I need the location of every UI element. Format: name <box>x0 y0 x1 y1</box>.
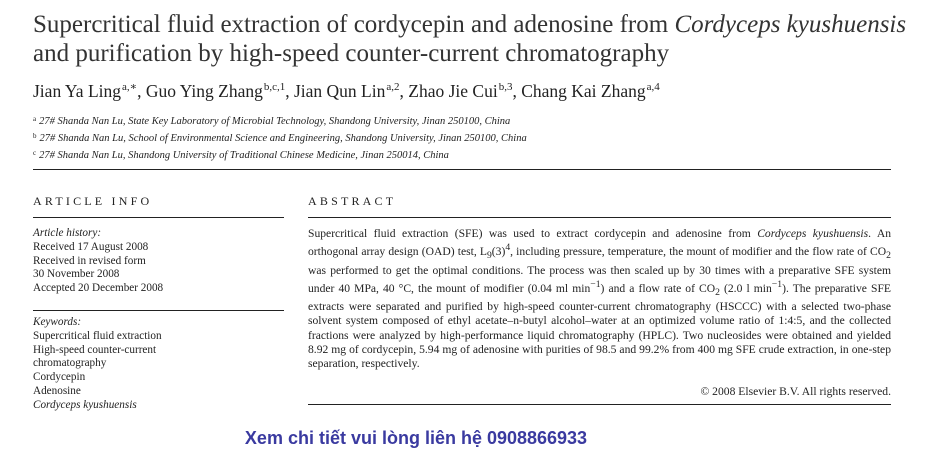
abstract-segment: , including pressure, temperature, the mount of modifier and the flow rate of CO <box>510 245 887 259</box>
affiliation-item <box>33 112 893 129</box>
author-name[interactable]: Chang Kai Zhang <box>521 81 646 101</box>
author-affiliation-mark: a,2 <box>386 81 400 93</box>
keyword-item-species: Cordyceps kyushuensis <box>33 398 137 411</box>
oad-subscript: 9 <box>486 250 492 262</box>
header-divider <box>33 169 891 170</box>
abstract-segment: was performed to get the optimal conditions. The process was then scaled up by 30 times with a preparative SFE system under 40 MPa, 40 °C, the mount of modifier (0.04 ml min <box>308 263 891 295</box>
keyword-item: High-speed counter-current <box>33 343 157 356</box>
author-name[interactable]: Jian Ya Ling <box>33 81 121 101</box>
author-affiliation-mark: a,∗ <box>122 81 138 93</box>
accepted-date: Accepted 20 December 2008 <box>33 282 164 295</box>
author-affiliation-mark: b,c,1 <box>263 81 286 93</box>
affiliation-text: 27# Shanda Nan Lu, Shandong University of Traditional Chinese Medicine, Jinan 250014, China <box>39 150 449 161</box>
unit-superscript: −1 <box>590 278 601 290</box>
abstract-bottom-divider <box>308 404 891 405</box>
abstract-segment: ) and a flow rate of CO <box>600 281 716 295</box>
co2-subscript: 2 <box>886 250 891 262</box>
keyword-item: chromatography <box>33 357 107 370</box>
abstract-segment: ). The preparative SFE extracts were separated and purified by high-speed counter-current chromatography (HSCCC) with a selected two-phase solvent system composed of ethyl acetate–n-butyl alcohol–water at an optimized volume ratio of 1:4:5, and the collected fractions were analyzed by high-performance liquid chromatography (HPLC). Two nucleosides were obtained and yielded 8.92 mg of cordycepin, 5.94 mg of adenosine with purities of 98.5 and 99.2% from 400 mg SFE crude extraction, in one-step separation, respectively. <box>308 281 891 370</box>
author-list: Jian Ya Ling$^{a,∗}$, Guo Ying Zhang$^{b,c,1}$, Jian Qun Lin$^{a,2}$, Zhao Jie Cui$^{b,3}$, Chang Kai Zhang$^{a,4}$ <box>33 81 660 101</box>
author-affiliation-mark: a,4 <box>646 81 660 93</box>
keywords-divider <box>33 310 284 311</box>
affiliation-text: 27# Shanda Nan Lu, State Key Laboratory of Microbial Technology, Shandong University, Jinan 250100, China <box>39 116 511 127</box>
abstract-species: Cordyceps kyushuensis <box>757 227 869 240</box>
keyword-item: Adenosine <box>33 384 81 397</box>
title-part-2: and purification by high-speed counter-current chromatography <box>33 40 670 67</box>
keywords-block <box>33 316 273 413</box>
author-name[interactable]: Jian Qun Lin <box>293 81 386 101</box>
abstract-segment: Supercritical fluid extraction (SFE) was used to extract cordycepin and adenosine from <box>308 227 758 240</box>
author-name[interactable]: Zhao Jie Cui <box>408 81 498 101</box>
author-affiliation-mark: b,3 <box>498 81 513 93</box>
title-part-1: Supercritical fluid extraction of cordycepin and adenosine from <box>33 11 675 38</box>
copyright-notice: © 2008 Elsevier B.V. All rights reserved. <box>700 385 891 398</box>
affiliation-mark: a <box>33 115 37 123</box>
contact-banner[interactable]: Xem chi tiết vui lòng liên hệ 0908866933 <box>244 428 588 448</box>
unit-superscript: −1 <box>771 278 783 290</box>
received-date: Received 17 August 2008 <box>33 240 149 253</box>
article-info-heading: ARTICLE INFO <box>33 194 153 208</box>
affiliation-item <box>33 146 893 163</box>
title-species: Cordyceps kyushuensis <box>674 11 907 38</box>
article-info-divider <box>33 217 284 218</box>
abstract-divider <box>308 217 891 218</box>
history-label: Article history: <box>33 227 102 239</box>
affiliation-item <box>33 129 893 146</box>
oad-superscript: 4 <box>505 242 511 254</box>
keyword-item: Cordycepin <box>33 371 86 384</box>
affiliation-mark: c <box>33 149 37 157</box>
affiliation-text: 27# Shanda Nan Lu, School of Environmental Science and Engineering, Shandong University, Jinan 250100, China <box>39 133 527 144</box>
article-history <box>33 227 273 296</box>
author-name[interactable]: Guo Ying Zhang <box>145 81 263 101</box>
co2-subscript: 2 <box>715 286 720 298</box>
affiliation-list <box>33 112 893 163</box>
abstract-text <box>308 227 891 371</box>
abstract-segment: . An orthogonal array design (OAD) test, L <box>308 227 892 259</box>
affiliation-mark: b <box>33 132 37 140</box>
revised-label: Received in revised form <box>33 254 146 267</box>
paper-title <box>33 10 913 68</box>
keyword-item: Supercritical fluid extraction <box>33 329 162 342</box>
abstract-segment: (3) <box>491 245 506 259</box>
keywords-label: Keywords: <box>33 316 82 328</box>
abstract-segment: (2.0 l min <box>719 281 772 295</box>
abstract-heading: ABSTRACT <box>308 194 397 208</box>
revised-date: 30 November 2008 <box>33 268 120 281</box>
